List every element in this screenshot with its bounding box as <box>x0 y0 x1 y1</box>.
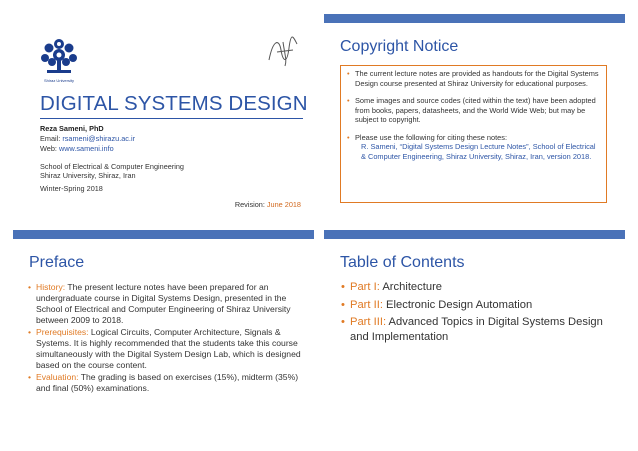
bullet-icon: • <box>28 327 32 337</box>
signature-icon <box>263 30 303 70</box>
toc-text: Electronic Design Automation <box>382 298 533 311</box>
bullet-icon: • <box>341 316 345 328</box>
slide-header-bar <box>324 230 625 239</box>
item-key: Prerequisites: <box>36 327 89 337</box>
bullet-icon: • <box>347 96 350 105</box>
notice-text: The current lecture notes are provided as handouts for the Digital Systems Design course presented at Shiraz University for educational purposes. <box>355 69 599 88</box>
toc-item[interactable] <box>341 315 621 344</box>
document-title: DIGITAL SYSTEMS DESIGN <box>40 92 308 115</box>
toc-key: Part II: <box>350 298 383 311</box>
slide-header-bar <box>324 14 625 23</box>
revision-line <box>235 200 301 209</box>
bullet-icon: • <box>347 69 350 78</box>
slide-heading: Copyright Notice <box>340 38 459 55</box>
bullet-icon: • <box>28 372 32 382</box>
item-key: History: <box>36 282 66 292</box>
copyright-slide <box>324 14 625 221</box>
copyright-notice-box <box>340 65 607 203</box>
preface-list <box>28 282 308 395</box>
web-line <box>40 144 114 154</box>
slide-header-bar <box>13 230 314 239</box>
item-key: Evaluation: <box>36 372 79 382</box>
notice-paragraph <box>347 69 600 88</box>
title-divider <box>40 118 303 119</box>
university-logo-icon <box>37 34 81 78</box>
item-text: Logical Circuits, Computer Architecture, Signals & Systems. It is highly recommended that the students take this course simultaneously with the Digital System Design Lab, which is designed based on the course content. <box>36 327 301 370</box>
slide-heading: Preface <box>29 254 85 271</box>
web-label: Web: <box>40 144 59 153</box>
list-item <box>28 327 308 371</box>
citation-text: R. Sameni, “Digital Systems Design Lecture Notes”, School of Electrical & Computer Engineering, Shiraz University, Shiraz, Iran, version 2018. <box>361 142 596 161</box>
title-slide <box>13 14 314 221</box>
toc-item[interactable] <box>341 280 621 295</box>
bullet-icon: • <box>341 298 345 311</box>
email-line <box>40 134 135 144</box>
bullet-icon: • <box>341 281 345 293</box>
logo-caption: Shiraz University <box>43 78 74 83</box>
term-label: Winter-Spring 2018 <box>40 184 103 193</box>
affiliation-line-1: School of Electrical & Computer Engineering <box>40 162 184 171</box>
web-link[interactable]: www.sameni.info <box>58 144 114 153</box>
toc-key: Part I: <box>350 281 380 293</box>
toc-text: Advanced Topics in Digital Systems Design and Implementation <box>350 316 603 343</box>
bullet-icon: • <box>28 282 32 292</box>
email-label: Email: <box>40 134 63 143</box>
email-link[interactable]: rsameni@shirazu.ac.ir <box>62 134 136 143</box>
preface-slide <box>13 230 314 437</box>
revision-label: Revision: <box>234 200 267 209</box>
notice-paragraph <box>347 133 600 143</box>
notice-paragraph <box>347 96 600 125</box>
revision-date: June 2018 <box>266 200 301 209</box>
affiliation-line-2: Shiraz University, Shiraz, Iran <box>40 171 136 180</box>
list-item <box>28 282 308 326</box>
toc-text: Architecture <box>379 281 443 293</box>
toc-list <box>341 280 621 347</box>
author-name: Reza Sameni, PhD <box>40 124 104 133</box>
item-text: The present lecture notes have been prepared for an undergraduate course in Digital Systems Design, presented in the School of Electrical and Computer Engineering of Shiraz University between 2009 to 2018. <box>36 282 291 325</box>
toc-item[interactable] <box>341 298 621 313</box>
toc-slide <box>324 230 625 437</box>
bullet-icon: • <box>347 132 350 142</box>
slide-heading: Table of Contents <box>340 254 465 271</box>
item-text: The grading is based on exercises (15%), midterm (35%) and final (50%) examinations. <box>36 372 299 393</box>
toc-key: Part III: <box>350 316 387 328</box>
notice-text: Please use the following for citing these notes: <box>355 132 508 142</box>
list-item <box>28 372 308 394</box>
notice-text: Some images and source codes (cited within the text) have been adopted from books, papers, datasheets, and the World Wide Web; but may be subject to copyright. <box>355 96 596 124</box>
